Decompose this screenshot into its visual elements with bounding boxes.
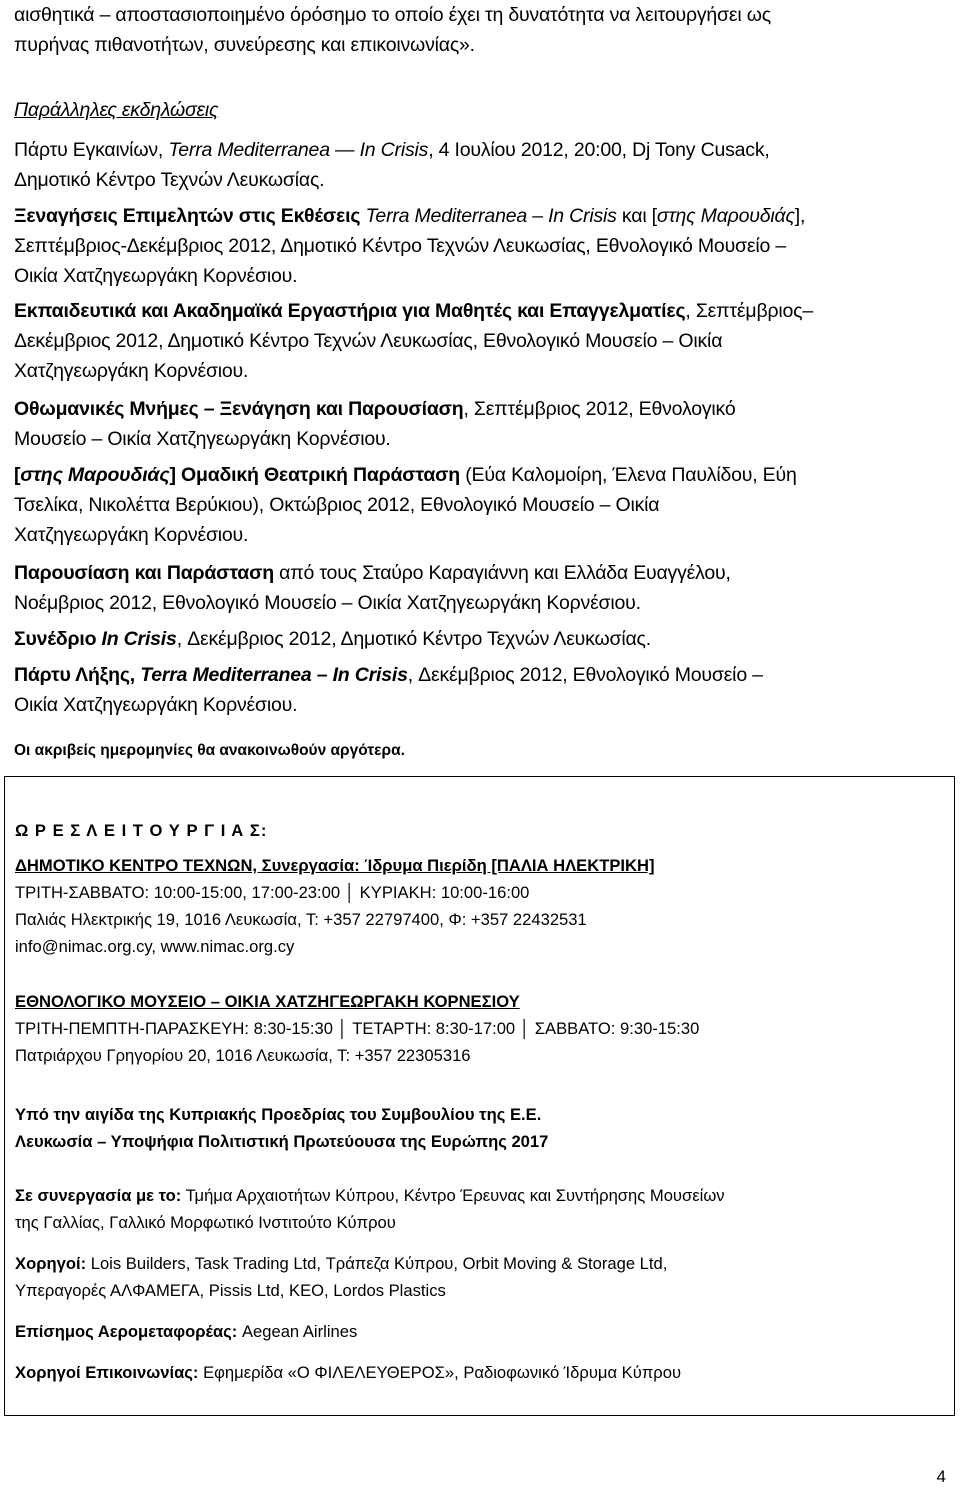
- opening-title: Πάρτυ Εγκαινίων: [14, 139, 158, 161]
- tours-event-2: στης Μαρουδιάς: [656, 205, 795, 227]
- ottoman-title: Οθωμανικές Μνήμες – Ξενάγηση και Παρουσίαση: [14, 398, 464, 420]
- event-conference: [14, 624, 651, 654]
- media-label: Χορηγοί Επικοινωνίας:: [15, 1363, 199, 1382]
- event-theatre: [14, 460, 797, 550]
- venue2-hours: ΤΡΙΤΗ-ΠΕΜΠΤΗ-ΠΑΡΑΣΚΕΥΗ: 8:30-15:30 │ ΤΕΤΑΡΤΗ: 8:30-17:00 │ ΣΑΒΒΑΤΟ: 9:30-15:30: [15, 1019, 700, 1038]
- venue1-address: Παλιάς Ηλεκτρικής 19, 1016 Λευκωσία, Τ: +357 22797400, Φ: +357 22432531: [15, 910, 587, 929]
- hours-heading: Ω Ρ Ε Σ Λ Ε Ι Τ Ο Υ Ρ Γ Ι Α Σ:: [15, 821, 268, 840]
- sponsors-label: Χορηγοί:: [15, 1254, 87, 1273]
- tours-mid: και [: [616, 205, 657, 227]
- venue2-address: Πατριάρχου Γρηγορίου 20, 1016 Λευκωσία, Τ: +357 22305316: [15, 1046, 471, 1065]
- parallel-events-heading: Παράλληλες εκδηλώσεις: [14, 99, 219, 121]
- workshops-line-3: Χατζηγεωργάκη Κορνέσιου.: [14, 360, 249, 382]
- ottoman-line-2: Μουσείο – Οικία Χατζηγεωργάκη Κορνέσιου.: [14, 428, 391, 450]
- ottoman-date: , Σεπτέμβριος 2012, Εθνολογικό: [463, 398, 736, 420]
- opening-venue: Δημοτικό Κέντρο Τεχνών Λευκωσίας.: [14, 169, 325, 191]
- venue2-title: ΕΘΝΟΛΟΓΙΚΟ ΜΟΥΣΕΙΟ – ΟΙΚΙΑ ΧΑΤΖΗΓΕΩΡΓΑΚΗ ΚΟΡΝΕΣΙΟΥ: [15, 992, 520, 1011]
- theatre-cast: (Εύα Καλομοίρη, Έλενα Παυλίδου, Εύη: [460, 464, 797, 486]
- tours-line-2: Σεπτέμβριος-Δεκέμβριος 2012, Δημοτικό Κέντρο Τεχνών Λευκωσίας, Εθνολογικό Μουσείο –: [14, 235, 786, 257]
- conference-event: In Crisis: [101, 628, 177, 650]
- event-presentation: [14, 558, 731, 618]
- closing-line-2: Οικία Χατζηγεωργάκη Κορνέσιου.: [14, 694, 298, 716]
- theatre-open: [: [14, 464, 21, 486]
- conference-title: Συνέδριο: [14, 628, 102, 650]
- event-curator-tours: [14, 201, 805, 291]
- opening-sep: ,: [157, 139, 169, 161]
- closing-date: , Δεκέμβριος 2012, Εθνολογικό Μουσείο –: [407, 664, 763, 686]
- event-closing-party: [14, 660, 763, 720]
- collaboration-line-2: της Γαλλίας, Γαλλικό Μορφωτικό Ινστιτούτο Κύπρου: [15, 1213, 396, 1232]
- tours-event: Terra Mediterranea – In Crisis: [360, 205, 617, 227]
- intro-line-2: πυρήνας πιθανοτήτων, συνεύρεσης και επικοινωνίας».: [14, 34, 475, 56]
- opening-details: , 4 Ιουλίου 2012, 20:00, Dj Tony Cusack,: [428, 139, 770, 161]
- dates-note: Οι ακριβείς ημερομηνίες θα ανακοινωθούν αργότερα.: [14, 742, 405, 759]
- closing-title: Πάρτυ Λήξης,: [14, 664, 141, 686]
- tours-title: Ξεναγήσεις Επιμελητών στις Εκθέσεις: [14, 205, 361, 227]
- workshops-line-2: Δεκέμβριος 2012, Δημοτικό Κέντρο Τεχνών Λευκωσίας, Εθνολογικό Μουσείο – Οικία: [14, 330, 723, 352]
- presentation-title: Παρουσίαση και Παράσταση: [14, 562, 274, 584]
- sponsors-line-2: Υπεραγορές ΑΛΦΑΜΕΓΑ, Pissis Ltd, ΚΕΟ, Lordos Plastics: [15, 1281, 446, 1300]
- info-box: [4, 776, 955, 1416]
- tours-end: ],: [794, 205, 806, 227]
- presentation-line-2: Νοέμβριος 2012, Εθνολογικό Μουσείο – Οικία Χατζηγεωργάκη Κορνέσιου.: [14, 592, 641, 614]
- presentation-people: από τους Σταύρο Καραγιάννη και Ελλάδα Ευαγγέλου,: [273, 562, 731, 584]
- media-value: Εφημερίδα «Ο ΦΙΛΕΛΕΥΘΕΡΟΣ», Ραδιοφωνικό Ίδρυμα Κύπρου: [198, 1363, 682, 1382]
- intro-line-1: αισθητικά – αποστασιοποιημένο όρόσημο το οποίο έχει τη δυνατότητα να λειτουργήσει ως: [14, 4, 771, 26]
- tours-line-3: Οικία Χατζηγεωργάκη Κορνέσιου.: [14, 265, 298, 287]
- venue1-hours: ΤΡΙΤΗ-ΣΑΒΒΑΤΟ: 10:00-15:00, 17:00-23:00 │ ΚΥΡΙΑΚΗ: 10:00-16:00: [15, 883, 530, 902]
- theatre-line-3: Χατζηγεωργάκη Κορνέσιου.: [14, 524, 249, 546]
- sponsors-line-1: Lois Builders, Task Trading Ltd, Τράπεζα Κύπρου, Orbit Moving & Storage Ltd,: [86, 1254, 668, 1273]
- auspices-line-2: Λευκωσία – Υποψήφια Πολιτιστική Πρωτεύουσα της Ευρώπης 2017: [15, 1132, 549, 1151]
- venue1-contact: info@nimac.org.cy, www.nimac.org.cy: [15, 937, 295, 956]
- page-number: 4: [936, 1467, 946, 1486]
- event-ottoman-memories: [14, 394, 736, 454]
- theatre-event: στης Μαρουδιάς: [20, 464, 170, 486]
- workshops-date: , Σεπτέμβριος–: [685, 300, 813, 322]
- airline-value: Aegean Airlines: [237, 1322, 358, 1341]
- theatre-line-2: Τσελίκα, Νικολέττα Βερύκιου), Οκτώβριος 2012, Εθνολογικό Μουσείο – Οικία: [14, 494, 660, 516]
- intro-paragraph: [14, 0, 771, 60]
- opening-event: Terra Mediterranea — In Crisis: [168, 139, 429, 161]
- venue1-title: ΔΗΜΟΤΙΚΟ ΚΕΝΤΡΟ ΤΕΧΝΩΝ, Συνεργασία: Ίδρυμα Πιερίδη [ΠΑΛΙΑ ΗΛΕΚΤΡΙΚΗ]: [15, 856, 655, 875]
- conference-rest: , Δεκέμβριος 2012, Δημοτικό Κέντρο Τεχνών Λευκωσίας.: [176, 628, 651, 650]
- theatre-title: ] Ομαδική Θεατρική Παράσταση: [169, 464, 460, 486]
- collaboration-label: Σε συνεργασία με το:: [15, 1186, 182, 1205]
- event-opening-party: [14, 135, 770, 195]
- airline-label: Επίσημος Αερομεταφορέας:: [15, 1322, 238, 1341]
- workshops-title: Εκπαιδευτικά και Ακαδημαϊκά Εργαστήρια για Μαθητές και Επαγγελματίες: [14, 300, 686, 322]
- auspices-line-1: Υπό την αιγίδα της Κυπριακής Προεδρίας του Συμβουλίου της Ε.Ε.: [15, 1105, 542, 1124]
- collaboration-line-1: Τμήμα Αρχαιοτήτων Κύπρου, Κέντρο Έρευνας και Συντήρησης Μουσείων: [181, 1186, 725, 1205]
- closing-event: Terra Mediterranea – In Crisis: [140, 664, 408, 686]
- event-workshops: [14, 296, 813, 386]
